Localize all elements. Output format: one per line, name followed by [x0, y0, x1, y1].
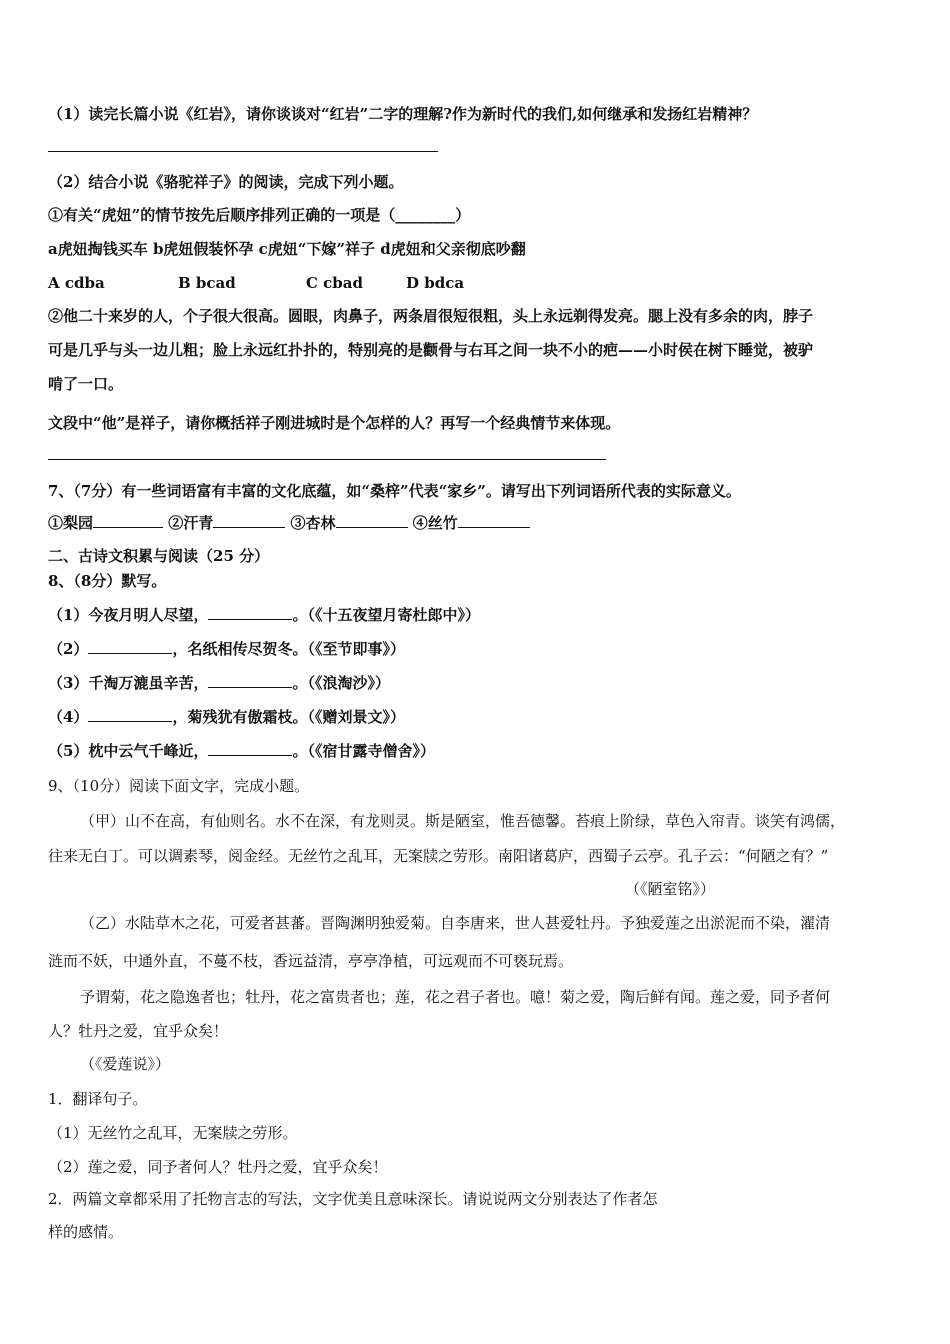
- answer-blank[interactable]: [208, 741, 292, 756]
- q7-word: ②汗青: [168, 514, 214, 532]
- answer-line[interactable]: [48, 459, 606, 460]
- q6-sub2-question: 文段中“他”是祥子，请你概括祥子刚进城时是个怎样的人？再写一个经典情节来体现。: [48, 414, 621, 432]
- q8-line-3: （3）千淘万漉虽辛苦， 。（《浪淘沙》）: [48, 674, 390, 692]
- q6-sub1-question: ①有关“虎妞”的情节按先后顺序排列正确的一项是（________）: [48, 206, 471, 224]
- passage-b-source: （《爱莲说》）: [80, 1055, 171, 1073]
- q8-line-4: （4） ，菊残犹有傲霜枝。（《赠刘景文》）: [48, 708, 405, 726]
- section-heading: 二、古诗文积累与阅读（25 分）: [48, 547, 270, 565]
- q9-task-1: 1．翻译句子。: [48, 1090, 148, 1108]
- answer-blank[interactable]: [208, 605, 292, 620]
- q9-task-2: 2．两篇文章都采用了托物言志的写法，文字优美且意味深长。请说说两文分别表达了作者怎: [48, 1190, 658, 1208]
- q6-sub2-passage-line: 啃了一口。: [48, 375, 124, 393]
- answer-blank[interactable]: [88, 707, 172, 722]
- passage-a-line: （甲）山不在高，有仙则名。水不在深，有龙则灵。斯是陋室，惟吾德馨。苔痕上阶绿，草色入帘青。谈笑有鸿儒，: [80, 812, 846, 830]
- q6-sub1-options: [48, 273, 464, 293]
- q7-word: ④丝竹: [412, 514, 458, 532]
- option-b[interactable]: B bcad: [178, 274, 236, 292]
- passage-a-line: 往来无白丁。可以调素琴，阅金经。无丝竹之乱耳，无案牍之劳形。南阳诸葛庐，西蜀子云亭。孔子云：“何陋之有？”: [48, 847, 829, 865]
- option-d[interactable]: D bdca: [406, 274, 465, 292]
- q7-word: ①梨园: [48, 514, 94, 532]
- answer-blank[interactable]: [88, 639, 172, 654]
- q6-sub2-passage-line: ②他二十来岁的人，个子很大很高。圆眼，肉鼻子，两条眉很短很粗，头上永远剃得发亮。腮上没有多余的肉，脖子: [48, 307, 814, 325]
- passage-a-source: （《陋室铭》）: [625, 880, 716, 898]
- passage-b-line: 涟而不妖，中通外直，不蔓不枝，香远益清，亭亭净植，可远观而不可亵玩焉。: [48, 952, 574, 970]
- q6-sub1-items: a虎妞掏钱买车 b虎妞假装怀孕 c虎妞“下嫁”祥子 d虎妞和父亲彻底吵翻: [48, 240, 526, 258]
- q7-blanks: [48, 513, 530, 533]
- q9-task-1b: （2）莲之爱，同予者何人？牡丹之爱，宜乎众矣！: [48, 1158, 388, 1176]
- q7-word: ③杏林: [290, 514, 336, 532]
- q9-task-1a: （1）无丝竹之乱耳，无案牍之劳形。: [48, 1124, 298, 1142]
- q8-line-2: （2） ，名纸相传尽贺冬。（《至节即事》）: [48, 640, 405, 658]
- option-a[interactable]: A cdba: [48, 274, 105, 292]
- passage-b-line: 予谓菊，花之隐逸者也；牡丹，花之富贵者也；莲，花之君子者也。噫！菊之爱，陶后鲜有闻。莲之爱，同予者何: [80, 988, 831, 1006]
- q9-task-2-cont: 样的感情。: [48, 1223, 124, 1241]
- passage-b-line: 人？牡丹之爱，宜乎众矣！: [48, 1022, 229, 1040]
- q9-title: 9、（10分）阅读下面文字，完成小题。: [48, 777, 310, 795]
- answer-blank[interactable]: [458, 513, 530, 528]
- q6-part1-prompt: （1）读完长篇小说《红岩》，请你谈谈对“红岩”二字的理解?作为新时代的我们,如何继承和发扬红岩精神？: [48, 105, 758, 123]
- answer-blank[interactable]: [213, 513, 285, 528]
- answer-blank[interactable]: [336, 513, 408, 528]
- option-c[interactable]: C cbad: [306, 274, 363, 292]
- q6-part2-prompt: （2）结合小说《骆驼祥子》的阅读，完成下列小题。: [48, 173, 404, 191]
- q7-title: 7、（7分）有一些词语富有丰富的文化底蕴，如“桑梓”代表“家乡”。请写出下列词语所代表的实际意义。: [48, 482, 741, 500]
- answer-line[interactable]: [48, 151, 438, 152]
- passage-b-line: （乙）水陆草木之花，可爱者甚蕃。晋陶渊明独爱菊。自李唐来，世人甚爱牡丹。予独爱莲之出淤泥而不染，濯清: [80, 914, 831, 932]
- q8-line-5: （5）枕中云气千峰近， 。（《宿甘露寺僧舍》）: [48, 742, 435, 760]
- q8-line-1: （1）今夜月明人尽望， 。（《十五夜望月寄杜郎中》）: [48, 606, 480, 624]
- answer-blank[interactable]: [93, 513, 163, 528]
- q6-sub2-passage-line: 可是几乎与头一边儿粗；脸上永远红扑扑的，特别亮的是颧骨与右耳之间一块不小的疤——小时侯在树下睡觉，被驴: [48, 341, 814, 359]
- q8-title: 8、（8分）默写。: [48, 572, 167, 590]
- answer-blank[interactable]: [208, 673, 292, 688]
